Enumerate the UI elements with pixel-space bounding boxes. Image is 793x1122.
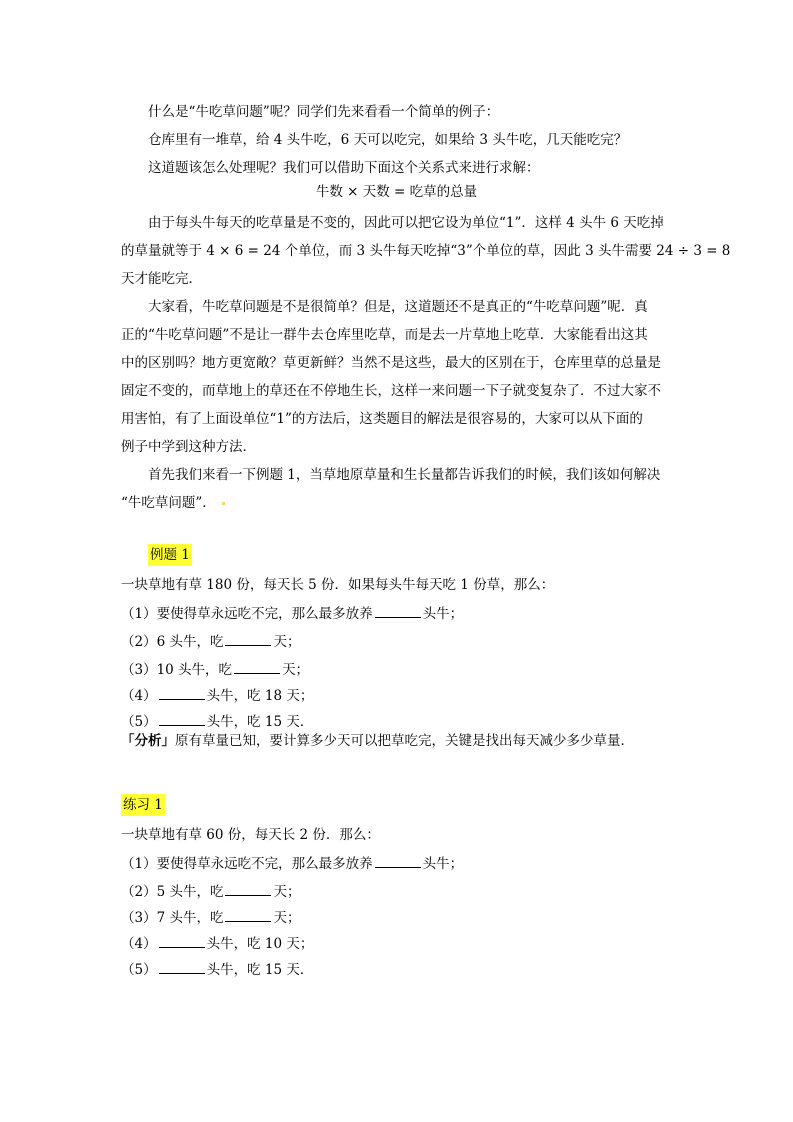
intro-paragraph-4-line-1: 由于每头牛每天的吃草量是不变的，因此可以把它设为单位“1”．这样 4 头牛 6 天吃掉 — [148, 215, 664, 231]
answer-blank[interactable] — [375, 603, 421, 618]
answer-blank[interactable] — [234, 659, 280, 674]
example-1-question-1 — [121, 603, 463, 624]
example-1-heading-text: 例题 1 — [148, 544, 192, 566]
practice-1-question-1 — [121, 853, 463, 874]
answer-blank[interactable] — [225, 631, 271, 646]
example-1-q3-prefix: （3）10 头牛，吃 — [121, 662, 233, 678]
example-1-question-2 — [121, 631, 300, 652]
intro-paragraph-6-line-1: 首先我们来看一下例题 1，当草地原草量和生长量都告诉我们的时候，我们该如何解决 — [148, 467, 661, 483]
example-1-q1-suffix: 头牛； — [422, 606, 464, 622]
practice-1-q5-prefix: （5） — [121, 962, 157, 978]
practice-1-question-3 — [121, 907, 300, 928]
practice-1-q1-prefix: （1）要使得草永远吃不完，那么最多放养 — [121, 856, 373, 872]
example-1-analysis — [121, 731, 634, 751]
example-1-stem: 一块草地有草 180 份，每天长 5 份．如果每头牛每天吃 1 份草，那么： — [121, 577, 555, 593]
practice-1-question-2 — [121, 881, 300, 902]
intro-paragraph-6-line-2-text: “牛吃草问题”． — [121, 495, 216, 511]
example-1-q4-prefix: （4） — [121, 688, 157, 704]
intro-paragraph-4-line-2: 的草量就等于 4 × 6 = 24 个单位，而 3 头牛每天吃掉“3”个单位的草，因此 3 头牛需要 24 ÷ 3 = 8 — [121, 243, 731, 259]
example-1-heading — [148, 545, 192, 565]
practice-1-heading — [121, 795, 165, 815]
practice-1-question-5 — [121, 959, 313, 980]
example-1-q2-suffix: 天； — [273, 634, 301, 650]
intro-paragraph-5-line-1: 大家看，牛吃草问题是不是很简单？但是，这道题还不是真正的“牛吃草问题”呢．真 — [148, 299, 648, 315]
formula: 牛数 × 天数 = 吃草的总量 — [315, 184, 478, 200]
practice-1-q2-prefix: （2）5 头牛，吃 — [121, 884, 224, 900]
intro-paragraph-5-line-4: 固定不变的，而草地上的草还在不停地生长，这样一来问题一下子就变复杂了．不过大家不 — [121, 383, 661, 399]
intro-paragraph-2: 仓库里有一堆草，给 4 头牛吃，6 天可以吃完，如果给 3 头牛吃，几天能吃完？ — [148, 132, 628, 148]
practice-1-q2-suffix: 天； — [273, 884, 301, 900]
answer-blank[interactable] — [159, 711, 205, 726]
practice-1-heading-text: 练习 1 — [121, 794, 165, 816]
answer-blank[interactable] — [225, 907, 271, 922]
example-1-q5-prefix: （5） — [121, 714, 157, 730]
practice-1-q3-prefix: （3）7 头牛，吃 — [121, 910, 224, 926]
answer-blank[interactable] — [159, 685, 205, 700]
intro-paragraph-5-line-6: 例子中学到这种方法． — [121, 439, 256, 455]
example-1-q1-prefix: （1）要使得草永远吃不完，那么最多放养 — [121, 606, 373, 622]
example-1-q5-suffix: 头牛，吃 15 天． — [206, 714, 314, 730]
example-1-q2-prefix: （2）6 头牛，吃 — [121, 634, 224, 650]
analysis-tag: 「分析」 — [121, 733, 175, 749]
intro-paragraph-6-line-2 — [121, 493, 225, 513]
intro-paragraph-5-line-2: 正的“牛吃草问题”不是让一群牛去仓库里吃草，而是去一片草地上吃草．大家能看出这其 — [121, 327, 648, 343]
example-1-q4-suffix: 头牛，吃 18 天； — [206, 688, 314, 704]
intro-paragraph-5-line-3: 中的区别吗？地方更宽敞？草更新鲜？当然不是这些，最大的区别在于，仓库里草的总量是 — [121, 355, 661, 371]
intro-paragraph-3: 这道题该怎么处理呢？我们可以借助下面这个关系式来进行求解： — [148, 160, 540, 176]
practice-1-question-4 — [121, 933, 313, 954]
example-1-q3-suffix: 天； — [282, 662, 310, 678]
practice-1-q3-suffix: 天； — [273, 910, 301, 926]
example-1-question-5 — [121, 711, 313, 732]
practice-1-q5-suffix: 头牛，吃 15 天． — [206, 962, 314, 978]
answer-blank[interactable] — [375, 853, 421, 868]
example-1-question-4 — [121, 685, 313, 706]
intro-paragraph-4-line-3: 天才能吃完． — [121, 271, 202, 287]
answer-blank[interactable] — [159, 933, 205, 948]
practice-1-q4-suffix: 头牛，吃 10 天； — [206, 936, 314, 952]
stray-mark — [222, 502, 225, 505]
intro-paragraph-5-line-5: 用害怕，有了上面设单位“1”的方法后，这类题目的解法是很容易的，大家可以从下面的 — [121, 411, 643, 427]
example-1-question-3 — [121, 659, 309, 680]
practice-1-stem: 一块草地有草 60 份，每天长 2 份．那么： — [121, 827, 380, 843]
answer-blank[interactable] — [159, 959, 205, 974]
intro-paragraph-1: 什么是“牛吃草问题”呢？同学们先来看看一个简单的例子： — [148, 104, 500, 120]
answer-blank[interactable] — [225, 881, 271, 896]
analysis-text: 原有草量已知，要计算多少天可以把草吃完，关键是找出每天减少多少草量． — [175, 733, 634, 749]
practice-1-q1-suffix: 头牛； — [422, 856, 464, 872]
practice-1-q4-prefix: （4） — [121, 936, 157, 952]
